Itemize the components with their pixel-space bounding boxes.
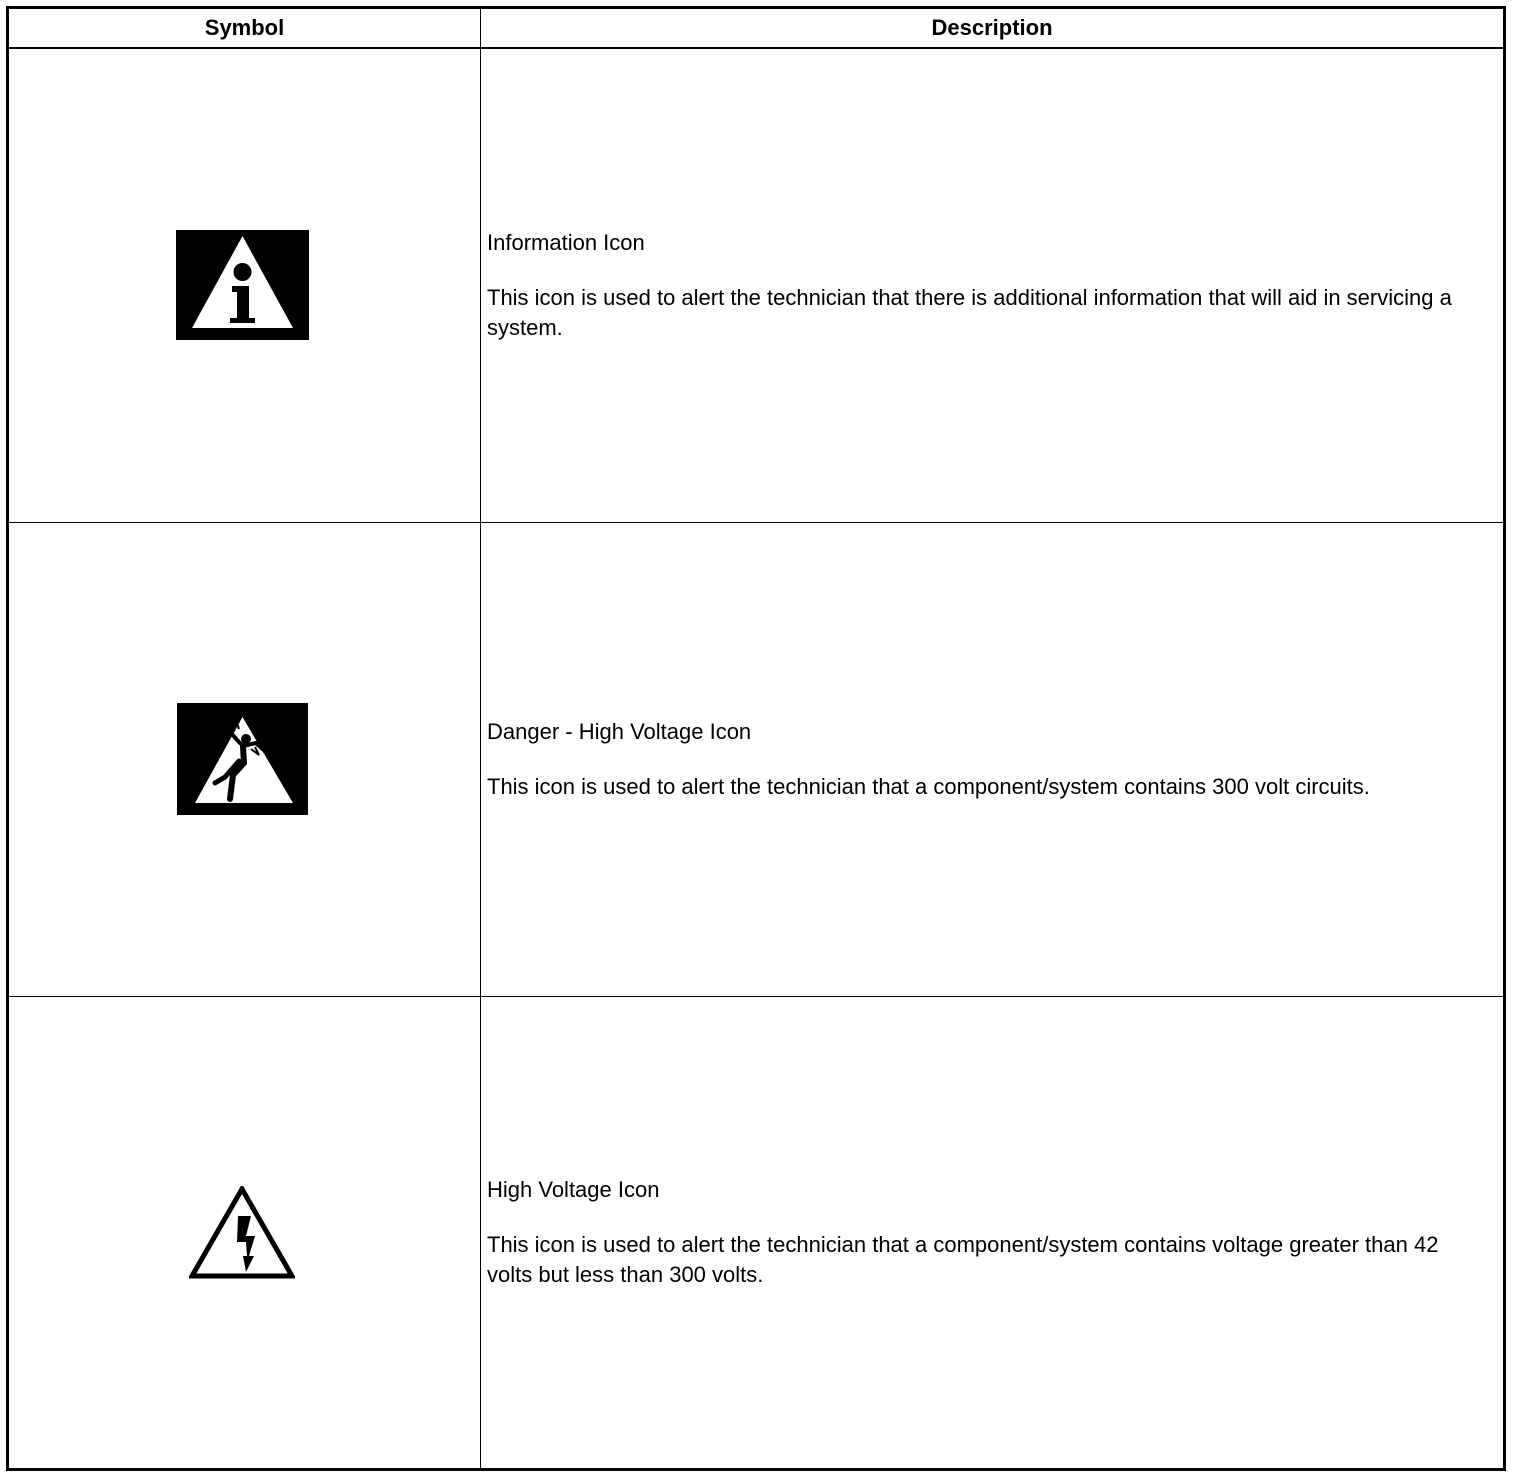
description-cell-information [481,49,1503,523]
information-icon-title: Information Icon [487,230,645,255]
symbol-table [6,6,1506,1471]
high-voltage-icon-title: High Voltage Icon [487,1177,660,1202]
high-voltage-lightning-triangle-icon [189,1186,295,1280]
danger-high-voltage-icon-title: Danger - High Voltage Icon [487,719,752,744]
information-icon-description: This icon is used to alert the technician that there is additional information that will aid in servicing a system. [487,285,1452,340]
symbol-column-header: Symbol [9,9,481,49]
symbol-cell-high-voltage [9,997,481,1468]
description-cell-danger-high-voltage [481,523,1503,997]
description-column-header: Description [481,9,1503,49]
high-voltage-icon-description: This icon is used to alert the technician that a component/system contains voltage greater than 42 volts but less than 300 volts. [487,1232,1439,1287]
information-triangle-icon [176,230,309,340]
danger-high-voltage-shock-icon [177,703,308,815]
symbol-cell-information [9,49,481,523]
symbol-cell-danger-high-voltage [9,523,481,997]
danger-high-voltage-icon-description: This icon is used to alert the technician that a component/system contains 300 volt circuits. [487,774,1370,799]
description-cell-high-voltage [481,997,1503,1468]
